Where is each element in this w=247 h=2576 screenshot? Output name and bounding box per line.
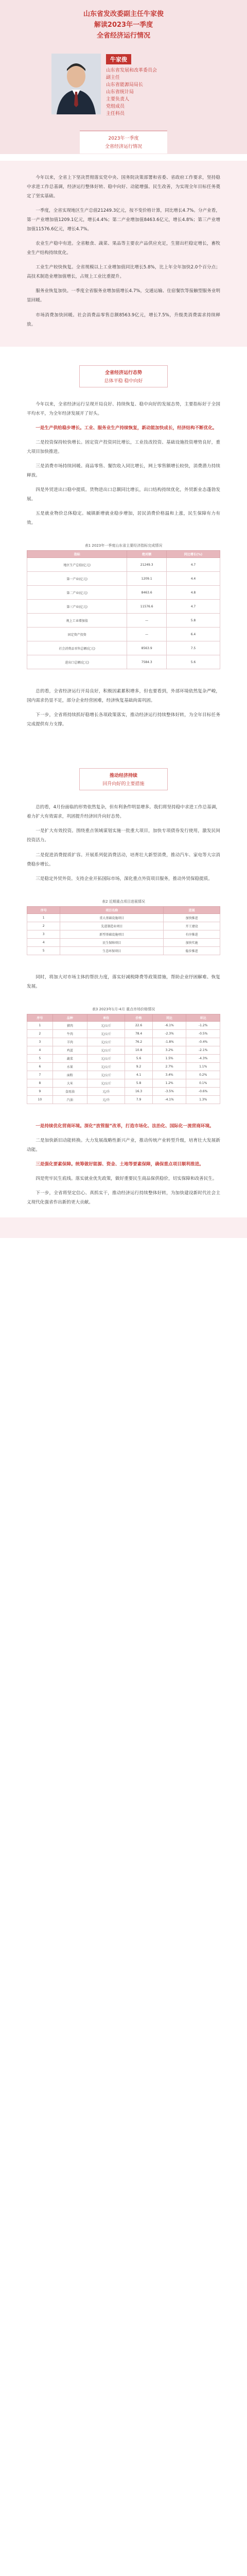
table-row: 1 猪肉 元/公斤 22.6 -6.1% -1.2% (27, 1021, 220, 1029)
paragraph: 今年以来，全省经济运行呈现开局良好、持续恢复、稳中向好的发展态势，主要指标好于全国平均水平，为全年经济发展开了好头。 (27, 401, 220, 416)
paragraph: 五是就业物价总体稳定。城镇新增就业稳步增加，居民消费价格温和上涨，民生保障有力有效。 (27, 511, 220, 526)
table-header: 品种 (52, 1014, 87, 1021)
table-header: 指标 (27, 551, 127, 558)
table-row: 6 水果 元/公斤 9.2 2.7% 1.1% (27, 1062, 220, 1071)
table-row: 5 生态环保项目 稳步推进 (27, 946, 220, 955)
table-header: 进展 (164, 906, 220, 913)
table-header: 同比增长(%) (166, 551, 220, 558)
section-4-body (0, 1109, 247, 1217)
section-1-body (0, 161, 247, 347)
paragraph-highlight: 一是生产供给稳步增长。工业、服务业生产持续恢复，新动能加快成长，经济结构不断优化。 (36, 425, 217, 431)
table-header: 环比 (186, 1014, 220, 1021)
paragraph: 工业生产较快恢复。全省规模以上工业增加值同比增长5.8%，比上年全年加快2.0个百分点；高技术制造业增加值增长，占规上工业比重提升。 (27, 265, 220, 280)
table-1 (27, 543, 220, 669)
table-row: 第二产业(亿元) 8463.6 4.8 (27, 586, 220, 600)
paragraph: 今年以来，全省上下坚决贯彻落实党中央、国务院决策部署和省委、省政府工作要求，坚持稳中求进工作总基调，经济运行整体好转、稳中向好、动能增强、民生改善，为实现全年目标任务奠定了坚实基础。 (27, 175, 220, 199)
prices-table (27, 1014, 220, 1104)
table-header: 项目名称 (60, 906, 164, 913)
profile-info (106, 54, 157, 118)
table-2 (27, 899, 220, 955)
table-row: 进出口总额(亿元) 7584.3 5.6 (27, 655, 220, 669)
section-3-body (0, 790, 247, 893)
paragraph: 二是促进消费提质扩容。开展系列促消费活动，培育壮大新型消费，推动汽车、家电等大宗消费稳步增长。 (27, 852, 220, 867)
paragraph: 服务业恢复加快。一季度全省服务业增加值增长4.7%，交通运输、住宿餐饮等接触型服务业明显回暖。 (27, 289, 220, 303)
table-caption: 表3 2023年1月-4月 重点市场价格情况 (92, 1007, 155, 1011)
table-row: 2 先进制造业项目 开工建设 (27, 922, 220, 930)
paragraph-highlight: 三是强化要素保障。统筹做好能源、资金、土地等要素保障，确保重点项目顺利推进。 (36, 1161, 204, 1167)
footer-band (0, 1217, 247, 1238)
table-header: 价格 (125, 1014, 153, 1021)
table-caption: 表2 近期重点项目进展情况 (102, 899, 145, 904)
table-header: 绝对额 (127, 551, 167, 558)
table-row: 社会消费品零售总额(亿元) 8563.9 7.5 (27, 641, 220, 655)
paragraph: 总的看，4月份面临的形势依然复杂，但有利条件明显增多。我们将坚持稳中求进工作总基调，着力扩大有效需求，巩固提升经济回升向好态势。 (27, 805, 220, 820)
profile-name: 牛家俊 (106, 54, 131, 64)
header-title: 山东省发改委副主任牛家俊 解读2023年一季度 全省经济运行情况 (83, 10, 164, 40)
table-row: 地区生产总值(亿元) 21249.3 4.7 (27, 558, 220, 572)
table-3 (27, 1007, 220, 1104)
paragraph: 总的看，全省经济运行开局良好，积极因素累积增多，但也要看到，外部环境依然复杂严峻，国内需求仍显不足，部分企业经营困难，经济恢复基础尚需巩固。 (27, 689, 220, 704)
section-2-body (0, 387, 247, 538)
table-row: 8 大米 元/公斤 5.8 1.2% 0.1% (27, 1079, 220, 1087)
table-header: 序号 (27, 1014, 53, 1021)
profile-card (21, 54, 226, 118)
profile-lines: 山东省发展和改革委员会 副主任 山东省能源局局长 山东省统计局 主要负责人 党组成员 主任科员 (106, 68, 157, 117)
paragraph-highlight: 一是持续优化营商环境。深化“放管服”改革，打造市场化、法治化、国际化一流营商环境。 (36, 1123, 214, 1129)
avatar (51, 54, 101, 114)
table-header: 序号 (27, 906, 60, 913)
table-header: 单位 (87, 1014, 125, 1021)
table-row: 5 蔬菜 元/公斤 5.6 1.5% -4.3% (27, 1054, 220, 1062)
table-row: 7 面粉 元/公斤 4.1 3.4% 0.2% (27, 1071, 220, 1079)
table-row: 3 新型基础设施项目 有序推进 (27, 930, 220, 938)
paragraph: 农业生产稳中有进。全省粮食、蔬菜、果品等主要农产品供应充足，生猪出栏稳定增长，畜牧业生产结构持续优化。 (27, 241, 220, 256)
paragraph: 三是消费市场持续回暖。商品零售、餐饮收入同比增长，网上零售额增长较快，消费潜力持续释放。 (27, 463, 220, 478)
paragraph: 三是稳定外贸外资。支持企业开拓国际市场，深化重点外资项目服务，推动外贸保稳提质。 (36, 876, 213, 882)
table-row: 固定资产投资 — 6.4 (27, 628, 220, 641)
table-row: 4 民生保障项目 加快实施 (27, 938, 220, 946)
paragraph: 二是投资保持较快增长。固定资产投资同比增长，工业技改投资、基础设施投资增势良好，重大项目加快推进。 (27, 439, 220, 454)
section-3b-body (0, 960, 247, 1002)
table-row: 规上工业增加值 — 5.8 (27, 614, 220, 628)
paragraph: 下一步，全省将持续抓好稳增长各项政策落实，推动经济运行持续整体好转，为全年目标任务完成提供有力支撑。 (27, 713, 220, 727)
table-row: 2 牛肉 元/公斤 78.4 -2.3% -0.5% (27, 1029, 220, 1038)
paragraph: 一季度，全省实现地区生产总值21249.3亿元，按不变价格计算，同比增长4.7%。分产业看，第一产业增加值1209.1亿元，增长4.4%；第二产业增加值8463.6亿元，增长4.8%；第三产业增加值11576.6亿元，增长4.7%。 (27, 208, 220, 232)
paragraph: 同时，将加大对市场主体的帮扶力度，落实好减税降费等政策措施，帮助企业纾困解难、恢复发展。 (27, 974, 220, 989)
table-row: 1 重大基础设施项目 加快推进 (27, 913, 220, 922)
section-heading-2: 全省经济运行态势 总体平稳 稳中向好 (79, 365, 168, 387)
table-row: 3 羊肉 元/公斤 76.2 -1.8% -0.4% (27, 1038, 220, 1046)
paragraph: 一是扩大有效投资。围绕重点领域谋划实施一批重大项目，加快专项债券发行使用，激发民间投资活力。 (27, 828, 220, 843)
table-row: 第一产业(亿元) 1209.1 4.4 (27, 572, 220, 586)
paragraph: 下一步，全省将坚定信心、真抓实干，推动经济运行持续整体好转，为加快建设新时代社会主义现代化强省作出新的更大贡献。 (27, 1190, 220, 1206)
paragraph: 四是兜牢民生底线。落实就业优先政策，做好重要民生商品保供稳价，切实保障和改善民生。 (36, 1176, 217, 1181)
table-row: 9 食用油 元/升 16.3 -3.5% -0.6% (27, 1087, 220, 1095)
table-row: 10 汽油 元/升 7.9 -4.1% 1.3% (27, 1095, 220, 1104)
table-header: 同比 (152, 1014, 186, 1021)
section-heading-1: 2023年一季度 全省经济运行情况 (80, 130, 167, 154)
paragraph: 四是外贸进出口稳中提质。货物进出口总额同比增长，出口结构持续优化，外贸新业态蓬勃发展。 (27, 487, 220, 502)
paragraph: 二是加快新旧动能转换。大力发展战略性新兴产业，推动传统产业转型升级，培育壮大发展新动能。 (27, 1138, 220, 1153)
paragraph: 市场消费加快回暖。社会消费品零售总额8563.9亿元，增长7.5%，升级类消费需求持续释放。 (27, 312, 220, 327)
section-2b-body (0, 674, 247, 739)
indicators-table (27, 550, 220, 669)
section-heading-3: 推动经济持续 回升向好的主要措施 (79, 768, 168, 790)
table-row: 4 鸡蛋 元/公斤 10.8 3.2% -2.1% (27, 1046, 220, 1054)
projects-table (27, 906, 220, 955)
table-row: 第三产业(亿元) 11576.6 4.7 (27, 600, 220, 614)
table-caption: 表1 2023年一季度山东省主要经济指标完成情况 (84, 544, 163, 548)
